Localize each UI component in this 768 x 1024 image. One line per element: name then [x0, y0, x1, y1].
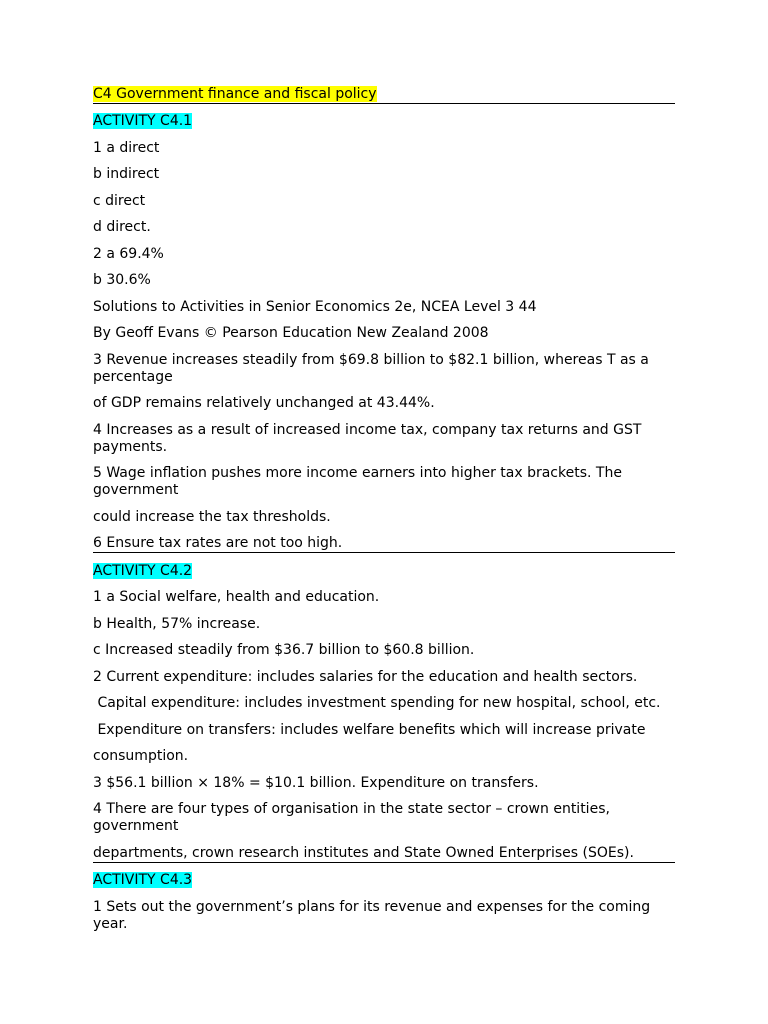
document-body — [93, 86, 675, 942]
answer-line: 1 a Social welfare, health and education. — [93, 589, 380, 605]
answer-line: 4 Increases as a result of increased income tax, company tax returns and GST payments. — [93, 421, 642, 455]
answer-line: 2 a 69.4% — [93, 245, 164, 262]
answer-line: 4 There are four types of organisation in the state sector – crown entities, government — [93, 801, 610, 834]
activity-c4-1-heading: ACTIVITY C4.1 — [93, 113, 193, 129]
answer-line: 1 Sets out the government’s plans for its revenue and expenses for the coming year. — [93, 898, 651, 932]
answer-line: Capital expenditure: includes investment spending for new hospital, school, etc. — [93, 695, 661, 711]
answer-line: b indirect — [93, 166, 160, 182]
answer-line: b 30.6% — [93, 272, 151, 288]
answer-line: consumption. — [93, 748, 189, 764]
document-title: C4 Government finance and fiscal policy — [93, 86, 377, 102]
activity-heading — [93, 113, 675, 130]
answer-line: 6 Ensure tax rates are not too high. — [93, 535, 675, 553]
answer-line: could increase the tax thresholds. — [93, 508, 331, 525]
answer-line: Expenditure on transfers: includes welfare benefits which will increase private — [93, 721, 646, 738]
answer-line: 1 a direct — [93, 139, 160, 156]
answer-line: c Increased steadily from $36.7 billion to $60.8 billion. — [93, 642, 475, 658]
answer-line: 3 $56.1 billion × 18% = $10.1 billion. Expenditure on transfers. — [93, 774, 539, 791]
activity-heading — [93, 563, 675, 580]
source-line: Solutions to Activities in Senior Economics 2e, NCEA Level 3 44 — [93, 298, 537, 315]
answer-line: 2 Current expenditure: includes salaries for the education and health sectors. — [93, 668, 638, 685]
answer-line: d direct. — [93, 219, 151, 235]
answer-line: of GDP remains relatively unchanged at 43.44%. — [93, 395, 435, 411]
answer-line: c direct — [93, 192, 146, 209]
activity-heading — [93, 872, 675, 889]
activity-c4-2-heading: ACTIVITY C4.2 — [93, 562, 193, 579]
document-title-row — [93, 86, 675, 104]
answer-line: b Health, 57% increase. — [93, 615, 261, 632]
answer-line: 3 Revenue increases steadily from $69.8 billion to $82.1 billion, whereas T as a percentage — [93, 351, 649, 385]
copyright-line: By Geoff Evans © Pearson Education New Zealand 2008 — [93, 325, 489, 341]
answer-line: 5 Wage inflation pushes more income earners into higher tax brackets. The government — [93, 465, 622, 498]
answer-line: departments, crown research institutes and State Owned Enterprises (SOEs). — [93, 845, 675, 863]
activity-c4-3-heading: ACTIVITY C4.3 — [93, 872, 193, 888]
